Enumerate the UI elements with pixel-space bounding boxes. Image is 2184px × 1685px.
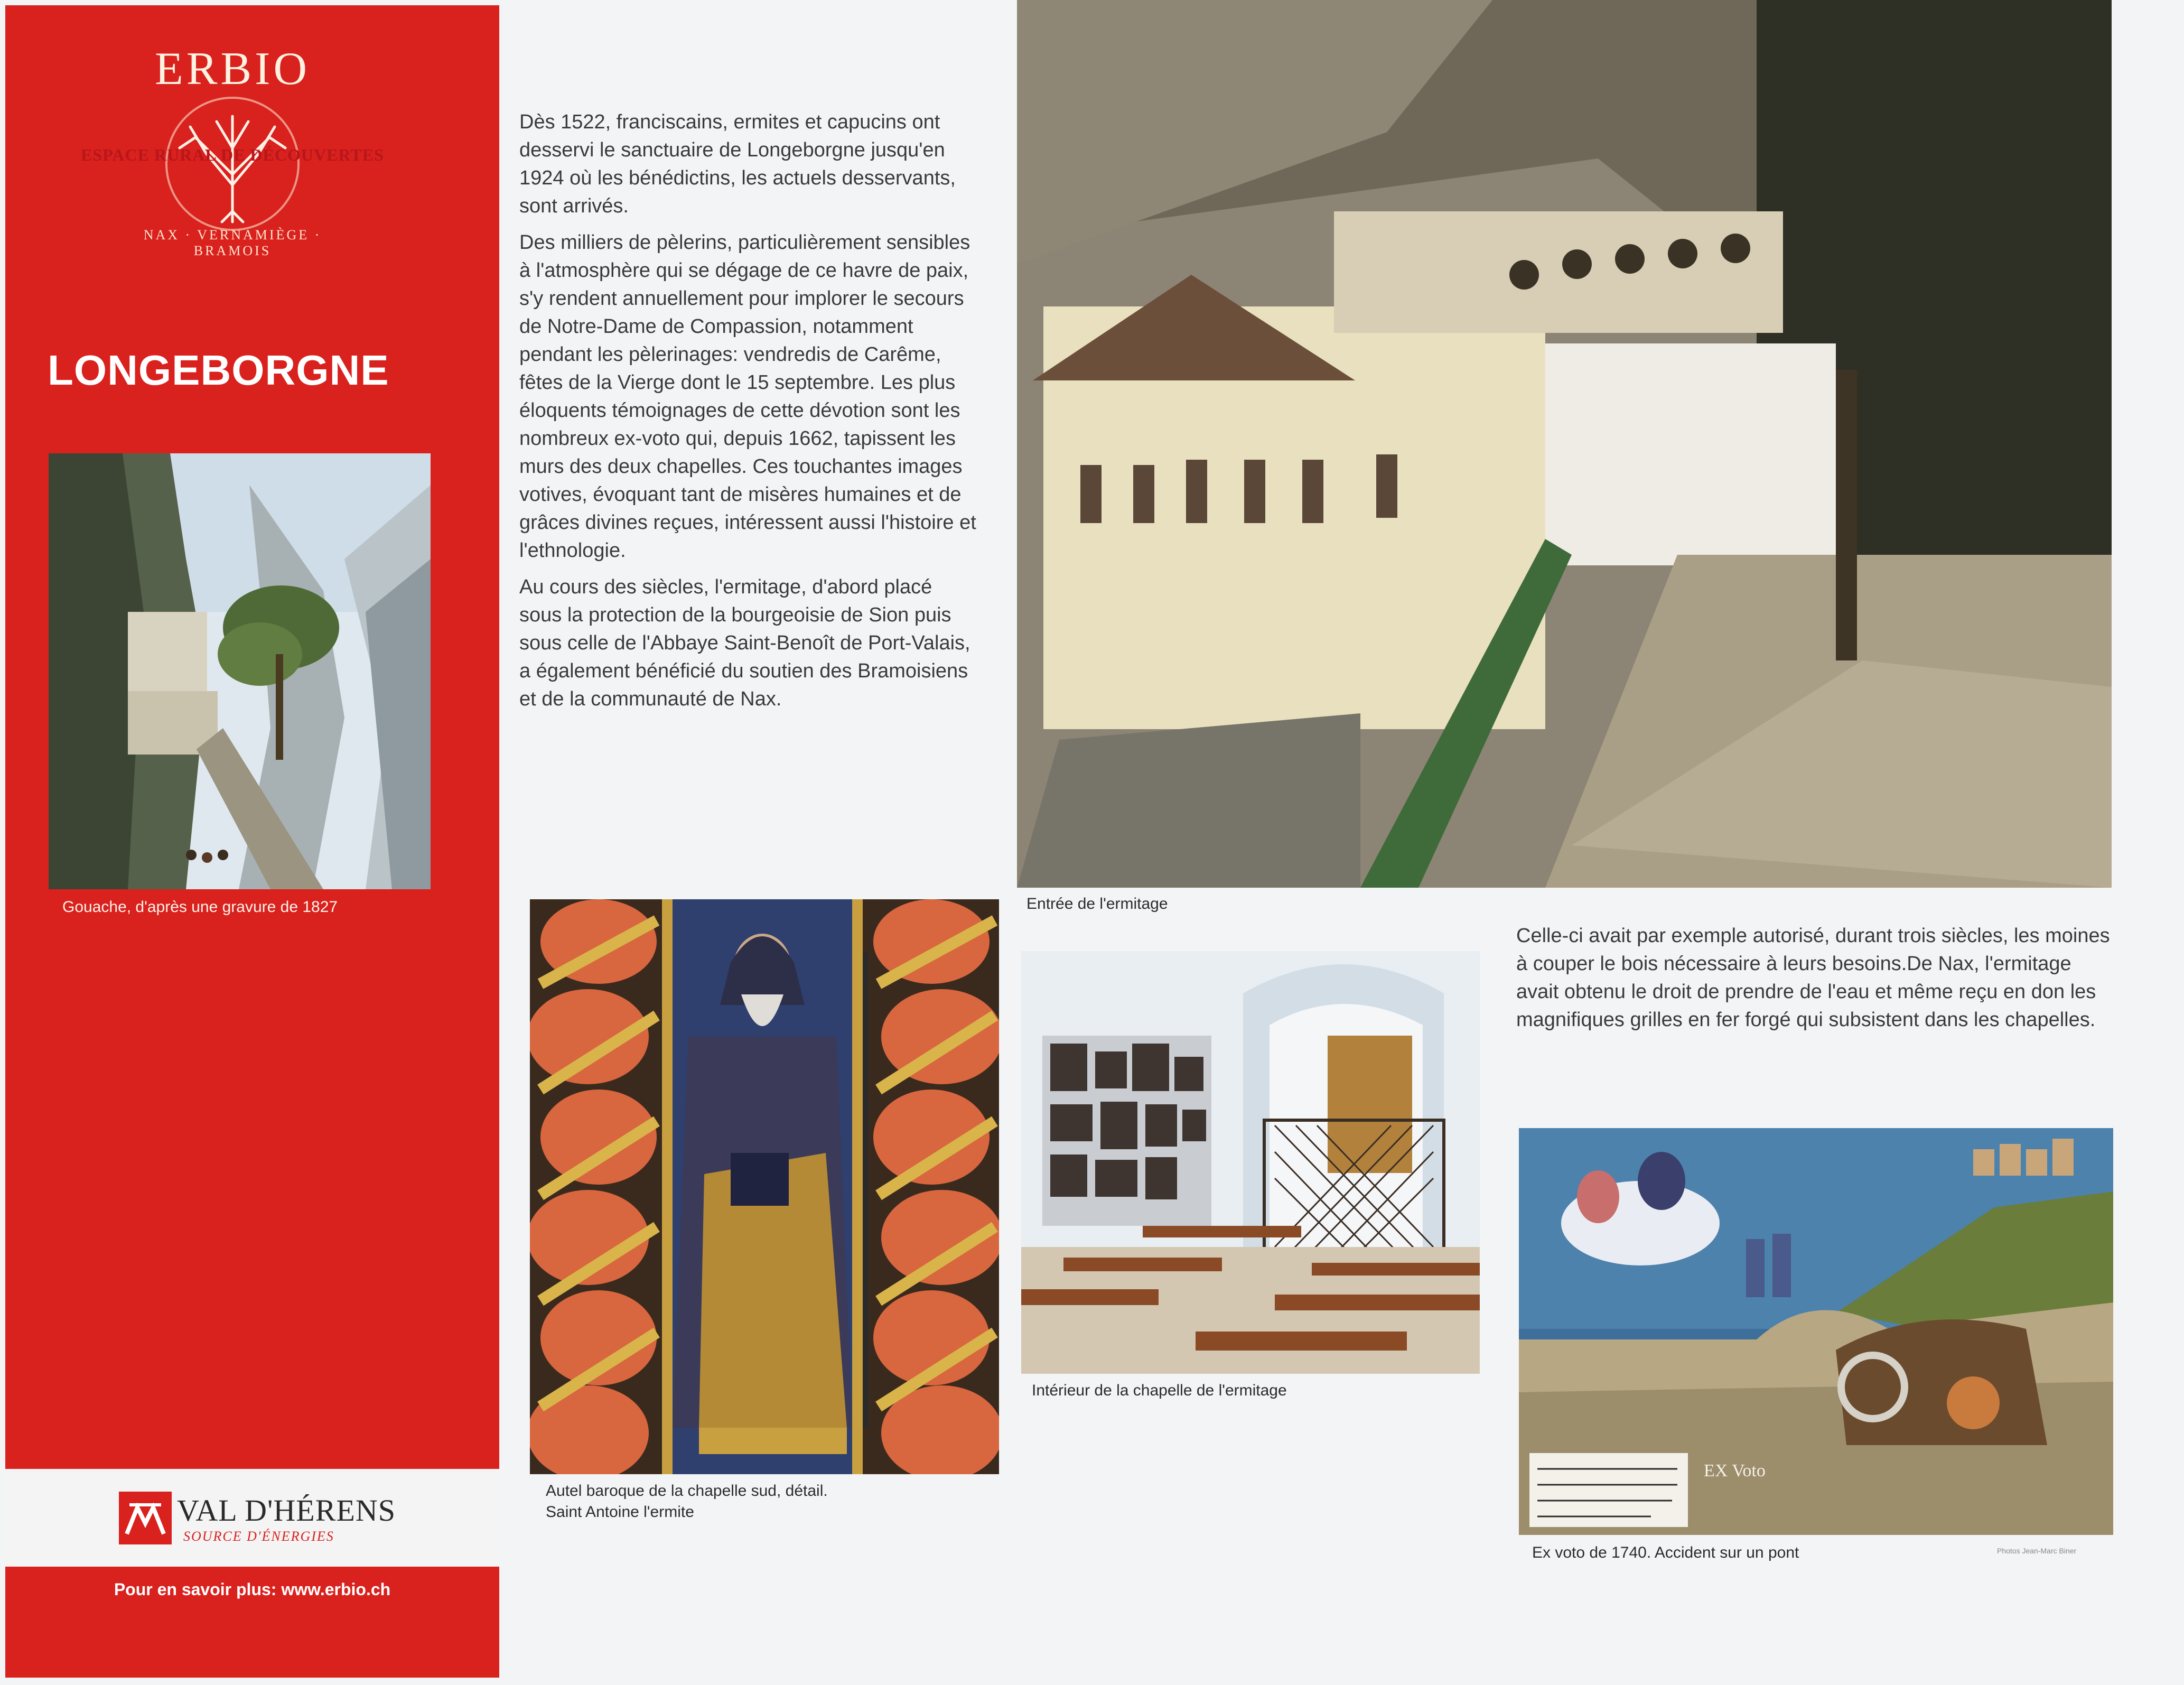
paragraph-history: Dès 1522, franciscains, ermites et capucins ont desservi le sanctuaire de Longeborgne jusqu'en 1924 où les bénédictins, les actuels desservants, sont arrivés. <box>519 111 956 217</box>
main-text <box>519 108 979 722</box>
exvoto-caption: Ex voto de 1740. Accident sur un pont <box>1532 1544 1799 1561</box>
paragraph-nax: Celle-ci avait par exemple autorisé, durant trois siècles, les moines à couper le bois nécessaire à leurs besoins.De Nax, l'ermitage avait obtenu le droit de prendre de l'eau et même reçu en don les magnifiques grilles en fer forgé qui subsistent dans les chapelles. <box>1516 925 2110 1031</box>
ex-voto-painting-icon <box>1519 1128 2113 1535</box>
sponsor-tagline: SOURCE D'ÉNERGIES <box>183 1529 334 1544</box>
altar-statue-photo-icon <box>530 899 999 1474</box>
brand-name: ERBIO <box>155 43 310 95</box>
gouache-caption: Gouache, d'après une gravure de 1827 <box>62 898 338 916</box>
exvoto-image <box>1519 1128 2113 1535</box>
altar-photo <box>530 899 999 1474</box>
brand-subtitle: ESPACE RURAL DE DÉCOUVERTES <box>81 145 384 164</box>
altar-caption-line2: Saint Antoine l'ermite <box>546 1503 694 1521</box>
val-dherens-logo-icon <box>119 1492 172 1544</box>
photo-credit: Photos Jean-Marc Biner <box>1997 1547 2077 1555</box>
paragraph-pilgrims: Des milliers de pèlerins, particulièrement sensibles à l'atmosphère qui se dégage de ce havre de paix, s'y rendent annuellement pour implorer le secours de Notre-Dame de Compassion, notamment pendant les pèlerinages: vendredis de Carême, fêtes de la Vierge dont le 15 septembre. Les plus éloquents témoignages de cette dévotion sont les nombreux ex-voto qui, depuis 1662, tapissent les murs des deux chapelles. Ces touchantes images votives, évoquant tant de misères humaines et de grâces divines reçues, intéressent aussi l'histoire et l'ethnologie. <box>519 231 976 562</box>
paragraph-patronage: Au cours des siècles, l'ermitage, d'abord placé sous la protection de la bourgeoisie de Sion puis sous celle de l'Abbaye Saint-Benoît de Port-Valais, a également bénéficié du soutien des Bramoisiens et de la communauté de Nax. <box>519 576 970 710</box>
altar-caption-line1: Autel baroque de la chapelle sud, détail. <box>546 1482 828 1500</box>
gouache-image <box>49 453 431 889</box>
sponsor-name: VAL D'HÉRENS <box>177 1493 396 1528</box>
hermitage-entrance-photo-icon <box>1017 0 2112 888</box>
entrance-caption: Entrée de l'ermitage <box>1026 895 1168 913</box>
val-dherens-logo <box>119 1487 415 1546</box>
brand-villages: NAX · VERNAMIÈGE · BRAMOIS <box>143 227 322 258</box>
chapel-interior-photo-icon <box>1021 951 1480 1374</box>
exvoto-painted-label: EX Voto <box>1704 1461 1766 1481</box>
gouache-painting-icon <box>49 453 431 889</box>
page-title: LONGEBORGNE <box>48 347 389 394</box>
footer-website-link[interactable]: Pour en savoir plus: www.erbio.ch <box>114 1580 391 1599</box>
chapel-caption: Intérieur de la chapelle de l'ermitage <box>1032 1382 1287 1399</box>
entrance-photo <box>1017 0 2112 888</box>
secondary-text <box>1516 922 2113 1042</box>
chapel-photo <box>1021 951 1480 1374</box>
entrance-caption-box <box>1017 888 1477 946</box>
